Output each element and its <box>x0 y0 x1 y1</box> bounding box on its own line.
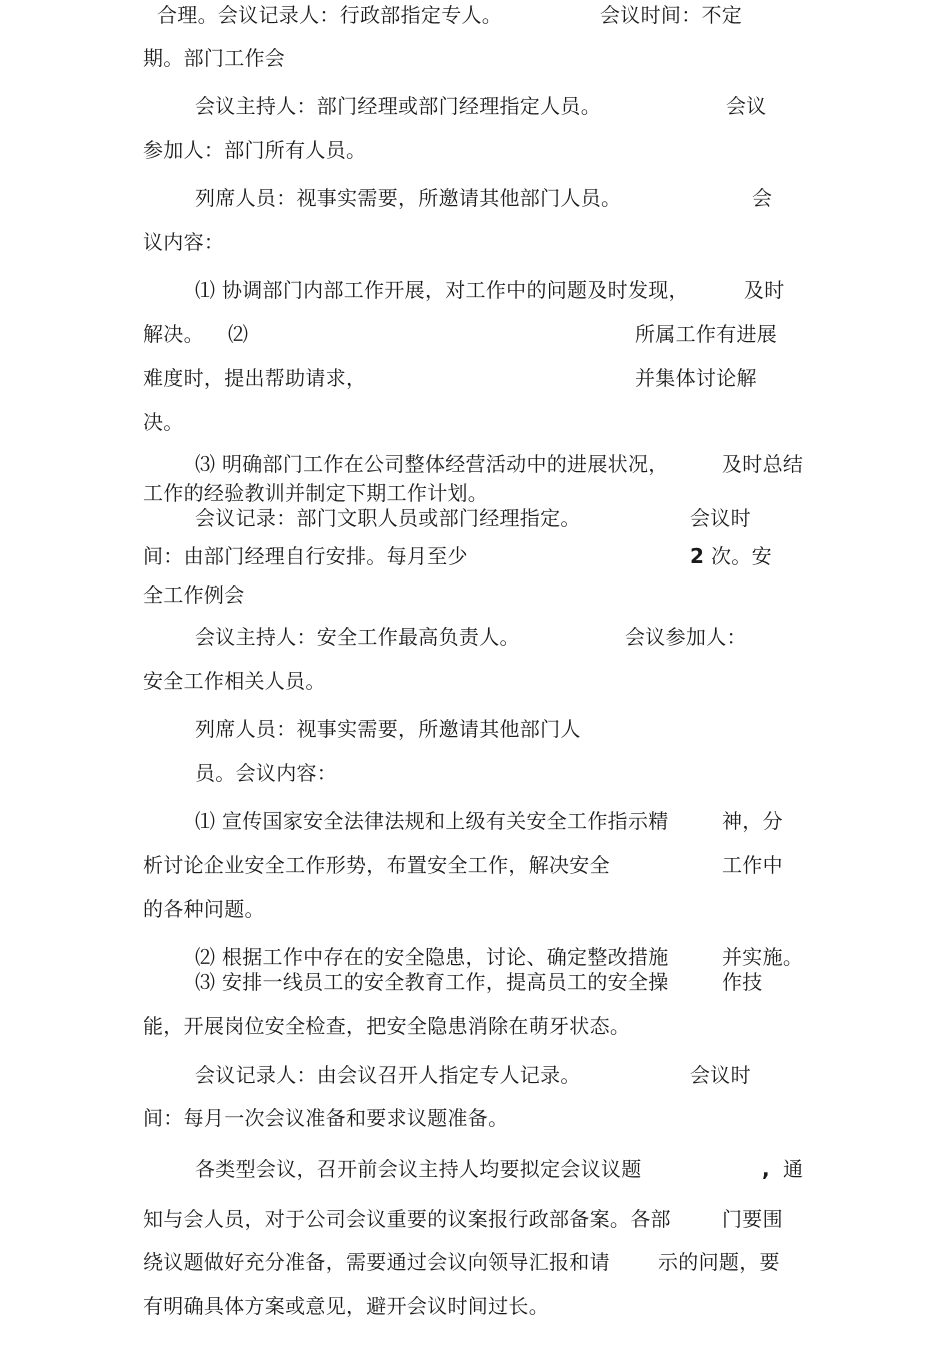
text-line: 示的问题，要 <box>658 1250 780 1274</box>
text-line: 安全工作相关人员。 <box>143 669 326 693</box>
text-line: ⑵ <box>228 322 249 346</box>
text-line: ⑴ 协调部门内部工作开展，对工作中的问题及时发现， <box>195 278 689 302</box>
text-line: 次。安 <box>711 544 772 568</box>
text-line: 期。部门工作会 <box>143 46 286 70</box>
text-line: 知与会人员，对于公司会议重要的议案报行政部备案。各部 <box>143 1207 671 1231</box>
text-line: ⑶ 明确部门工作在公司整体经营活动中的进展状况， <box>195 452 669 476</box>
text-line: 作技 <box>722 970 763 994</box>
text-line: ⑴ 宣传国家安全法律法规和上级有关安全工作指示精 <box>195 809 669 833</box>
text-line: 会议时 <box>690 506 751 530</box>
text-line: 各类型会议，召开前会议主持人均要拟定会议议题 <box>195 1157 642 1181</box>
text-line: 析讨论企业安全工作形势，布置安全工作，解决安全 <box>143 853 610 877</box>
text-line: 通 <box>783 1157 804 1181</box>
text-line: 的各种问题。 <box>143 897 265 921</box>
text-line: 决。 <box>143 410 184 434</box>
text-line: 神，分 <box>722 809 783 833</box>
text-line: 会议记录：部门文职人员或部门经理指定。 <box>195 506 581 530</box>
text-line: 列席人员：视事实需要，所邀请其他部门人 <box>195 717 581 741</box>
text-line: 间：每月一次会议准备和要求议题准备。 <box>143 1106 509 1130</box>
text-line: 合理。会议记录人：行政部指定专人。 <box>157 3 503 27</box>
text-line: 会议主持人：部门经理或部门经理指定人员。 <box>195 94 601 118</box>
text-line: 难度时，提出帮助请求， <box>143 366 367 390</box>
text-line: 及时 <box>744 278 785 302</box>
text-line: 能，开展岗位安全检查，把安全隐患消除在萌牙状态。 <box>143 1014 631 1038</box>
text-line: 门要围 <box>722 1207 783 1231</box>
text-line: ⑶ 安排一线员工的安全教育工作，提高员工的安全操 <box>195 970 669 994</box>
text-line: 解决。 <box>143 322 204 346</box>
text-line: 工作的经验教训并制定下期工作计划。 <box>143 481 489 505</box>
text-line: 会议记录人：由会议召开人指定专人记录。 <box>195 1063 581 1087</box>
text-line: 有明确具体方案或意见，避开会议时间过长。 <box>143 1294 549 1318</box>
text-line: 工作中 <box>722 853 783 877</box>
text-line: 及时总结 <box>722 452 804 476</box>
text-line: 会议参加人： <box>625 625 747 649</box>
text-line: 会议时 <box>690 1063 751 1087</box>
text-line: 列席人员：视事实需要，所邀请其他部门人员。 <box>195 186 622 210</box>
text-line: 员。会议内容： <box>195 761 338 785</box>
text-line: 所属工作有进展 <box>635 322 778 346</box>
text-line: ⑵ 根据工作中存在的安全隐患，讨论、确定整改措施 <box>195 945 669 969</box>
text-line: 会议主持人：安全工作最高负责人。 <box>195 625 520 649</box>
text-line: 会议时间：不定 <box>600 3 743 27</box>
text-line: 间：由部门经理自行安排。每月至少 <box>143 544 468 568</box>
text-line: , <box>762 1157 770 1181</box>
text-line: 参加人：部门所有人员。 <box>143 138 367 162</box>
text-line: 并实施。 <box>722 945 804 969</box>
text-line: 2 <box>690 544 705 568</box>
text-line: 议内容： <box>143 230 225 254</box>
text-line: 全工作例会 <box>143 583 245 607</box>
text-line: 绕议题做好充分准备，需要通过会议向领导汇报和请 <box>143 1250 610 1274</box>
text-line: 会 <box>752 186 773 210</box>
text-line: 并集体讨论解 <box>635 366 757 390</box>
text-line: 会议 <box>726 94 767 118</box>
